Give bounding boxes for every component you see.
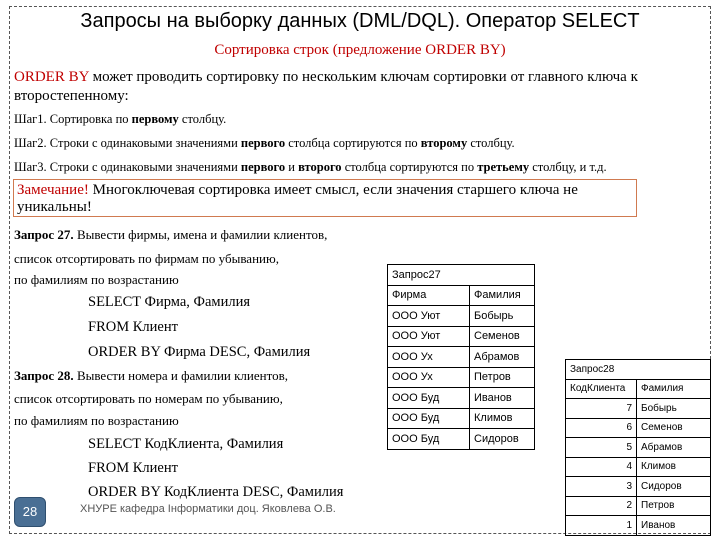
intro-text: может проводить сортировку по нескольким ключам сортировки от главного ключа к второстепенному:: [14, 69, 638, 104]
note-box: [13, 179, 637, 217]
table-row: [388, 408, 535, 429]
table-row: [566, 477, 711, 497]
step-1: [14, 112, 226, 127]
note-label: Замечание!: [17, 182, 89, 198]
step-emph: первого: [240, 136, 286, 150]
step-text: столбцу.: [467, 136, 515, 150]
table-row: [388, 326, 535, 347]
table-header-row: [388, 285, 535, 306]
sql-line: ORDER BY Фирма DESC, Фамилия: [88, 344, 311, 360]
table-cell: Иванов: [637, 516, 711, 536]
sql-line: ORDER BY КодКлиента DESC, Фамилия: [88, 484, 344, 500]
table-row: [566, 496, 711, 516]
table-cell: Сидоров: [470, 429, 535, 450]
table-cell: Семенов: [470, 326, 535, 347]
query-label: Запрос 27.: [14, 227, 74, 242]
table-row: [566, 399, 711, 419]
table-cell: 2: [566, 496, 637, 516]
table-cell: ООО Буд: [388, 388, 470, 409]
header-cell: КодКлиента: [566, 379, 637, 399]
result-table-27: [387, 264, 535, 450]
slide-subtitle: Сортировка строк (предложение ORDER BY): [214, 42, 506, 58]
table-cell: ООО Уют: [388, 306, 470, 327]
query28-line3: по фамилиям по возрастанию: [14, 413, 179, 428]
step-text: Шаг1. Сортировка по: [14, 112, 132, 126]
table-cell: Климов: [470, 408, 535, 429]
step-text: Шаг3. Строки с одинаковыми значениями: [14, 160, 241, 174]
intro-paragraph: [14, 68, 704, 106]
table-cell: 1: [566, 516, 637, 536]
table-header-row: [566, 379, 711, 399]
step-emph: первого: [240, 160, 286, 174]
table-row: [388, 388, 535, 409]
table-cell: Сидоров: [637, 477, 711, 497]
step-text: столбца сортируются по: [285, 136, 421, 150]
sql-line: SELECT КодКлиента, Фамилия: [88, 436, 284, 452]
order-by-keyword: ORDER BY: [14, 69, 89, 85]
table-cell: Бобырь: [470, 306, 535, 327]
table-row: [566, 516, 711, 536]
query27-line2: список отсортировать по фирмам по убыванию,: [14, 251, 279, 266]
table-caption: Запрос28: [566, 360, 711, 380]
table-cell: Петров: [470, 367, 535, 388]
header-cell: Фамилия: [637, 379, 711, 399]
step-text: столбцу, и т.д.: [529, 160, 607, 174]
table-row: [388, 347, 535, 368]
step-emph: второго: [298, 160, 342, 174]
table-row: [566, 457, 711, 477]
query28-line1: [14, 368, 288, 384]
table-cell: Семенов: [637, 418, 711, 438]
table-cell: Абрамов: [637, 438, 711, 458]
sql-line: FROM Клиент: [88, 460, 178, 476]
table-row: [388, 367, 535, 388]
table-cell: Бобырь: [637, 399, 711, 419]
table-row: [388, 306, 535, 327]
table-row: [566, 418, 711, 438]
slide-title: Запросы на выборку данных (DML/DQL). Оператор SELECT: [80, 10, 640, 32]
step-text: и: [285, 160, 299, 174]
table-cell: ООО Уют: [388, 326, 470, 347]
table-cell: ООО Ух: [388, 367, 470, 388]
table-row: [388, 429, 535, 450]
header-cell: Фамилия: [470, 285, 535, 306]
footer-credit: ХНУРЕ кафедра Інформатики доц. Яковлева О.В.: [80, 503, 336, 515]
step-text: столбца сортируются по: [341, 160, 478, 174]
step-emph: третьему: [477, 160, 530, 174]
table-cell: 4: [566, 457, 637, 477]
table-cell: 6: [566, 418, 637, 438]
query28-line2: список отсортировать по номерам по убыванию,: [14, 391, 283, 406]
result-table-28: [565, 359, 711, 536]
page-number-badge: 28: [14, 497, 46, 527]
query-text: Вывести номера и фамилии клиентов,: [73, 368, 289, 383]
query-label: Запрос 28.: [14, 368, 74, 383]
table-cell: Климов: [637, 457, 711, 477]
table-cell: Абрамов: [470, 347, 535, 368]
table-cell: ООО Буд: [388, 429, 470, 450]
step-text: столбцу.: [178, 112, 227, 126]
step-emph: первому: [131, 112, 179, 126]
sql-line: FROM Клиент: [88, 319, 178, 335]
step-text: Шаг2. Строки с одинаковыми значениями: [14, 136, 241, 150]
table-caption: Запрос27: [388, 265, 535, 286]
step-emph: второму: [420, 136, 468, 150]
note-text: Многоключевая сортировка имеет смысл, если значения старшего ключа не уникальны!: [17, 182, 578, 215]
query27-line3: по фамилиям по возрастанию: [14, 272, 179, 287]
sql-line: SELECT Фирма, Фамилия: [88, 294, 251, 310]
step-2: [14, 136, 515, 151]
table-cell: ООО Ух: [388, 347, 470, 368]
table-cell: ООО Буд: [388, 408, 470, 429]
table-cell: 3: [566, 477, 637, 497]
header-cell: Фирма: [388, 285, 470, 306]
table-row: [566, 438, 711, 458]
table-cell: Иванов: [470, 388, 535, 409]
table-cell: 7: [566, 399, 637, 419]
step-3: [14, 160, 607, 175]
query-text: Вывести фирмы, имена и фамилии клиентов,: [73, 227, 328, 242]
table-cell: Петров: [637, 496, 711, 516]
query27-line1: [14, 227, 327, 243]
table-cell: 5: [566, 438, 637, 458]
